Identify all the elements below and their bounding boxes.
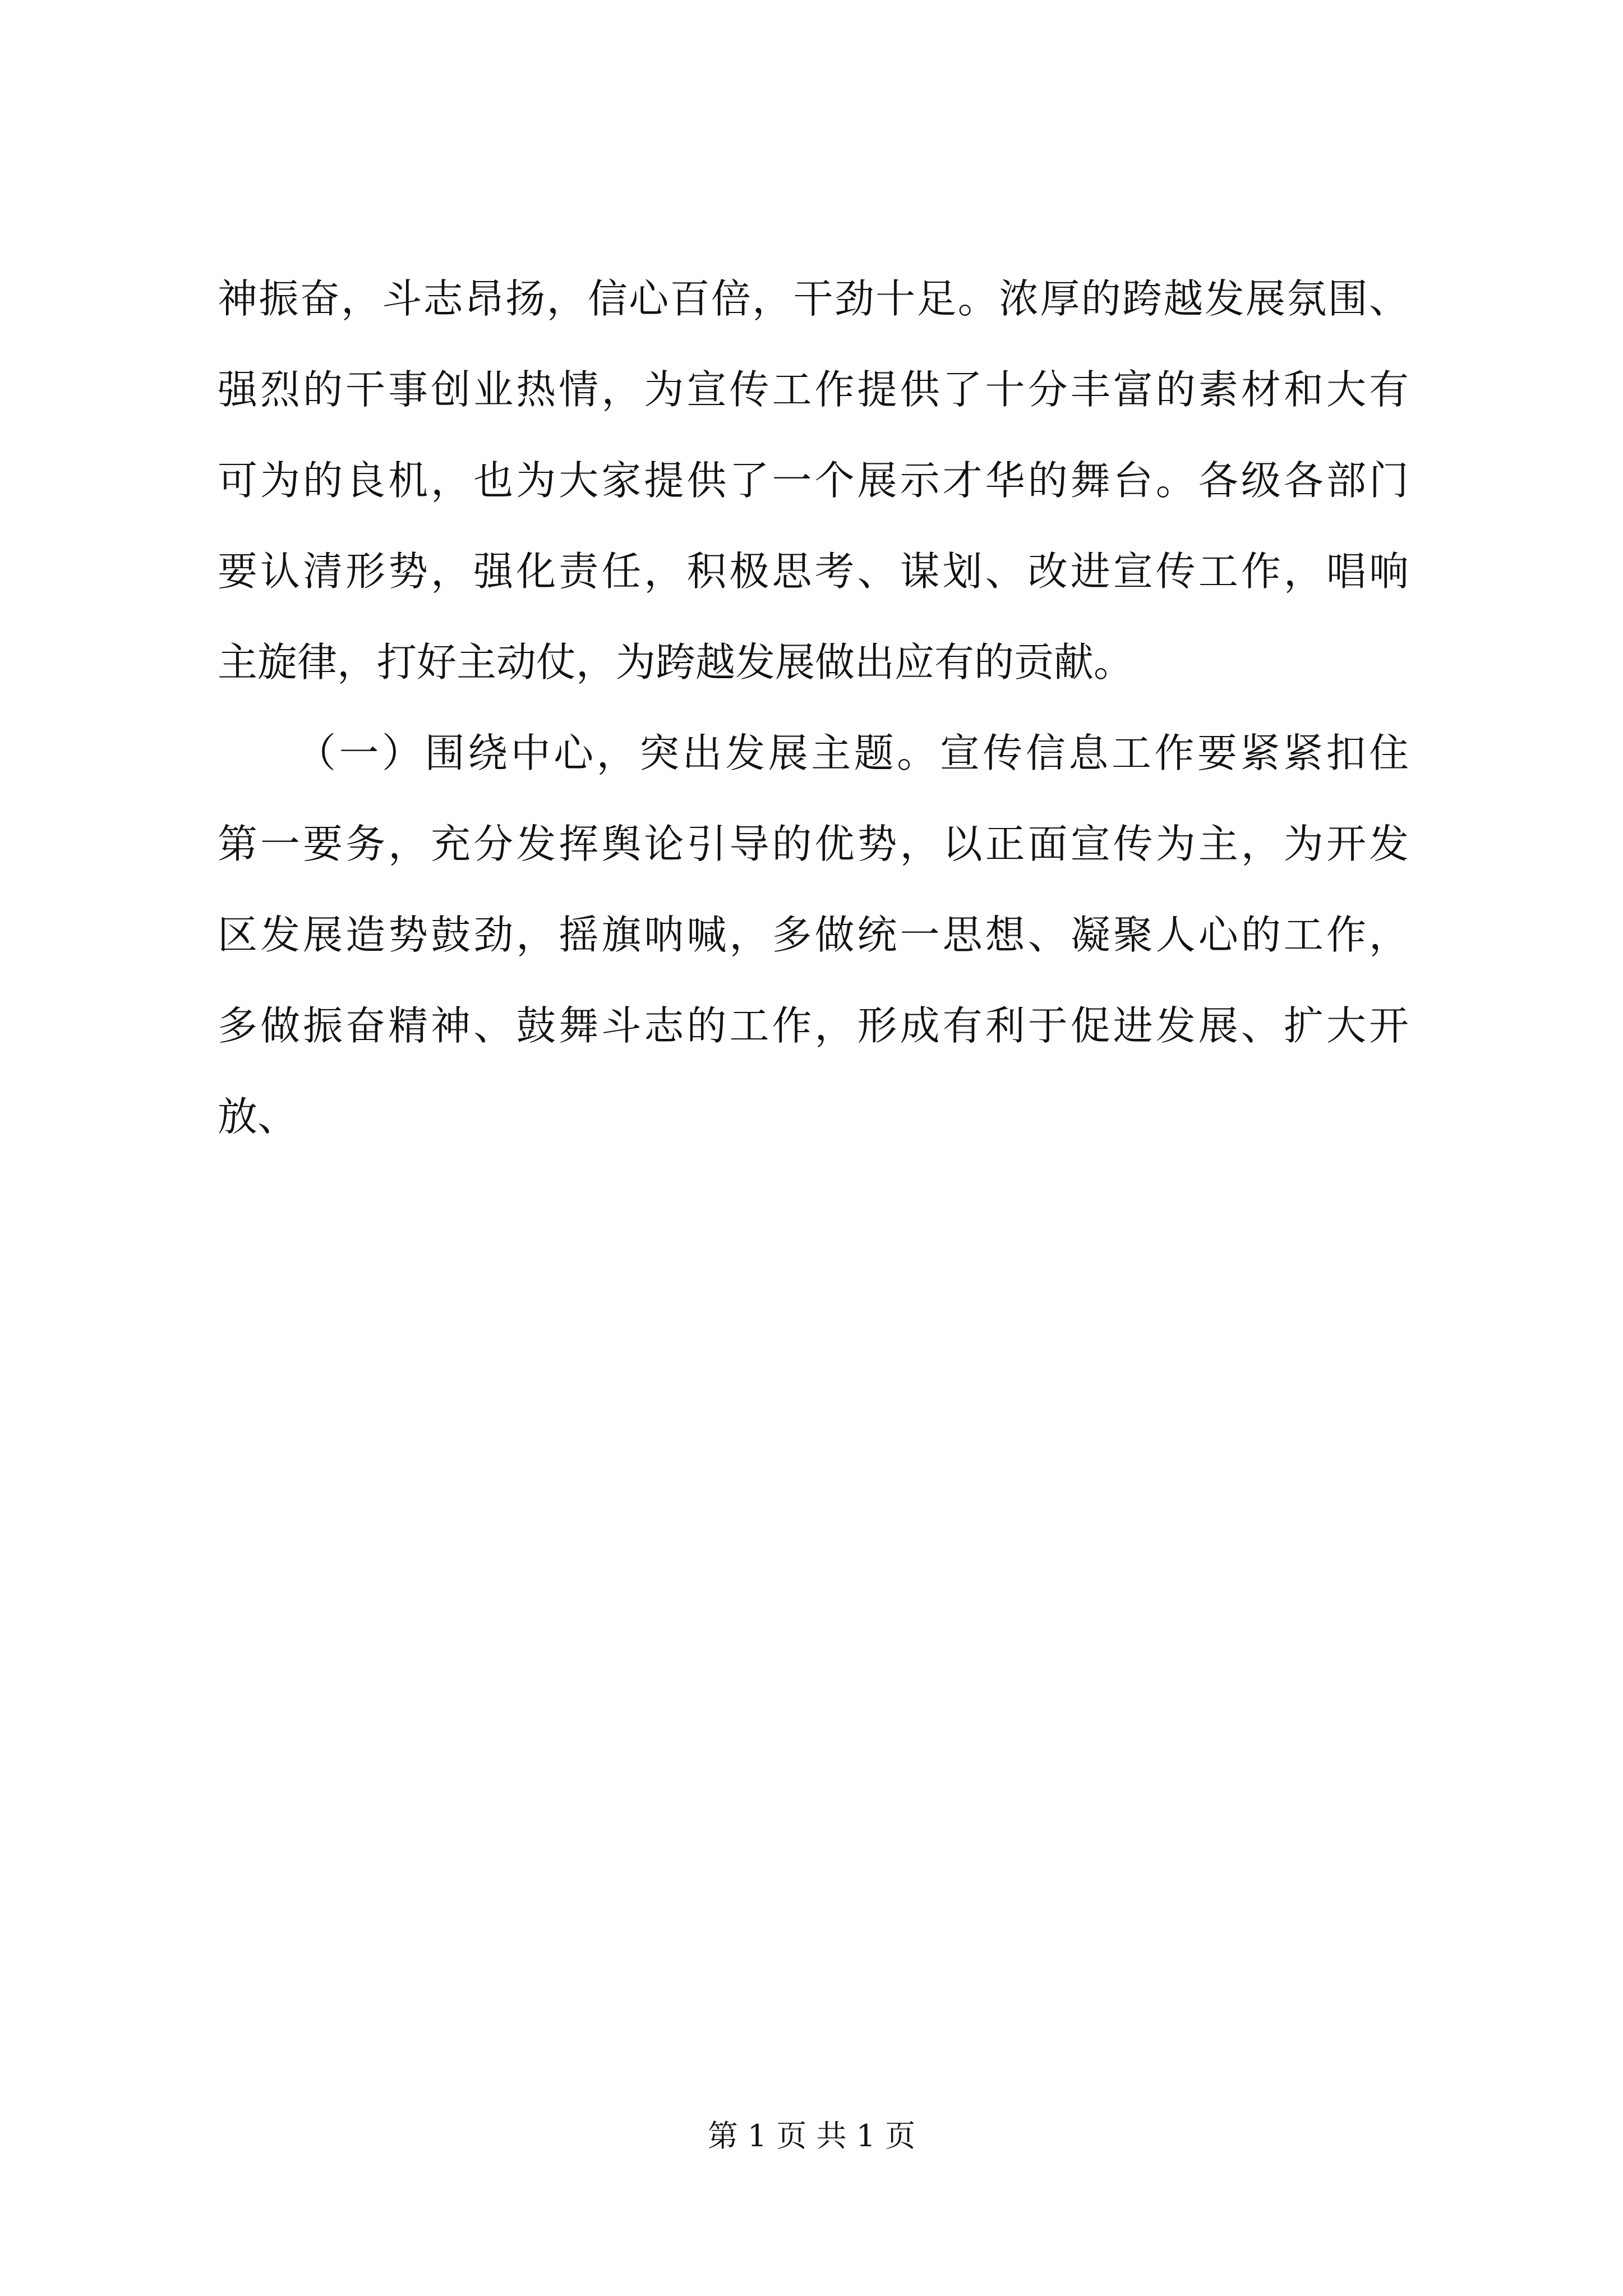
paragraph-line-9: 多做振奋精神、鼓舞斗志的工作，形成有利于促进发展、扩大开 <box>218 1002 1409 1049</box>
paragraph-line-5: 主旋律，打好主动仗，为跨越发展做出应有的贡献。 <box>218 639 1134 685</box>
paragraph-line-6: （一）围绕中心，突出发展主题。宣传信息工作要紧紧扣住 <box>296 730 1409 776</box>
paragraph-line-10: 放、 <box>218 1093 298 1140</box>
document-body <box>218 254 1409 1162</box>
page-number-footer: 第 1 页 共 1 页 <box>707 2118 916 2154</box>
paragraph-line-4: 要认清形势，强化责任，积极思考、谋划、改进宣传工作，唱响 <box>218 548 1409 595</box>
paragraph-line-8: 区发展造势鼓劲，摇旗呐喊，多做统一思想、凝聚人心的工作， <box>218 912 1409 958</box>
paragraph-line-3: 可为的良机，也为大家提供了一个展示才华的舞台。各级各部门 <box>218 457 1409 504</box>
paragraph-line-1: 神振奋，斗志昂扬，信心百倍，干劲十足。浓厚的跨越发展氛围、 <box>218 275 1409 322</box>
paragraph-line-2: 强烈的干事创业热情，为宣传工作提供了十分丰富的素材和大有 <box>218 366 1409 413</box>
paragraph-line-7: 第一要务，充分发挥舆论引导的优势，以正面宣传为主，为开发 <box>218 821 1409 867</box>
